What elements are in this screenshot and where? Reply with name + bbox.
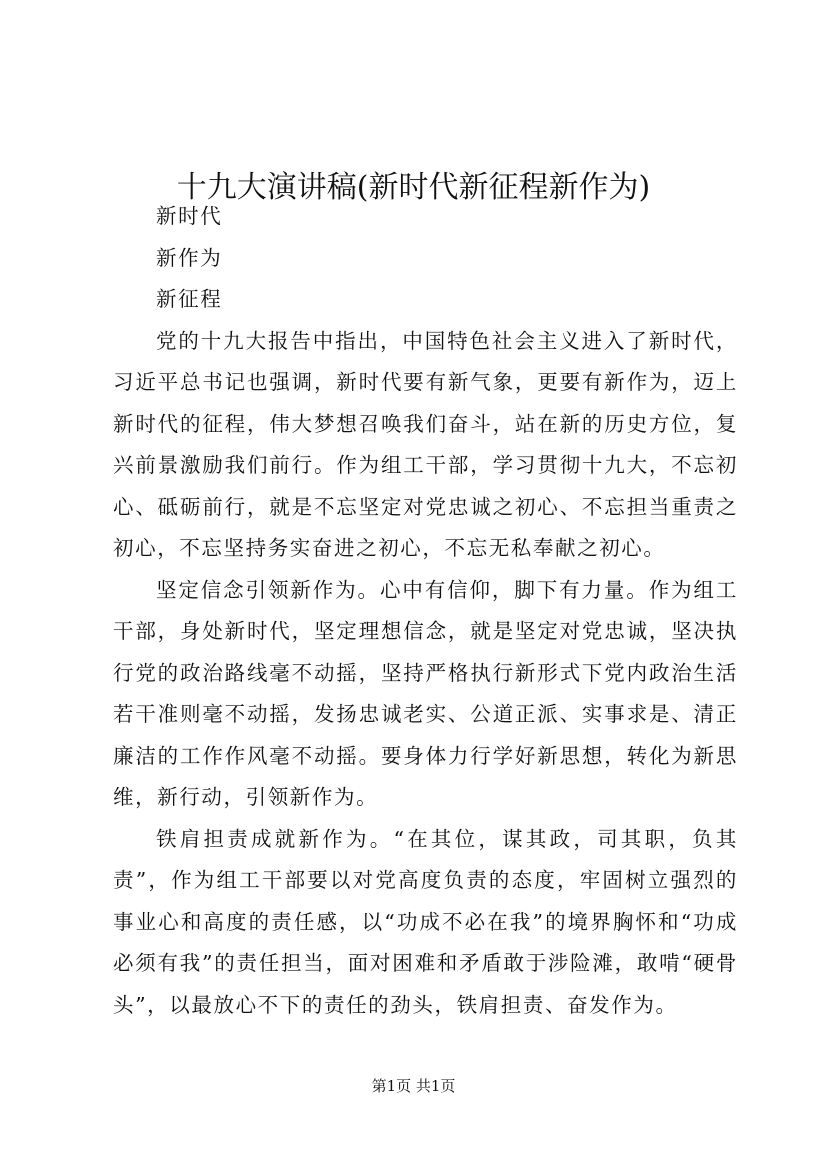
short-line-new-journey: 新征程 <box>156 287 223 311</box>
paragraph-intro: 党的十九大报告中指出，中国特色社会主义进入了新时代，习近平总书记也强调，新时代要有新气象，更要有新作为，迈上新时代的征程，伟大梦想召唤我们奋斗，站在新的历史方位，复兴前景激励我们前行。作为组工干部，学习贯彻十九大，不忘初心、砥砺前行，就是不忘坚定对党忠诚之初心、不忘担当重责之初心，不忘坚持务实奋进之初心，不忘无私奉献之初心。 <box>113 328 738 560</box>
short-line-new-action: 新作为 <box>156 245 223 270</box>
paragraph-responsibility: 铁肩担责成就新作为。“在其位，谋其政，司其职，负其责”，作为组工干部要以对党高度负责的态度，牢固树立强烈的事业心和高度的责任感，以“功成不必在我”的境界胸怀和“功成必须有我”的责任担当，面对困难和矛盾敢于涉险滩，敢啃“硬骨头”，以最放心不下的责任的劲头，铁肩担责、奋发作为。 <box>113 826 738 1017</box>
paragraph-firm-belief: 坚定信念引领新作为。心中有信仰，脚下有力量。作为组工干部，身处新时代，坚定理想信念，就是坚定对党忠诚，坚决执行党的政治路线毫不动摇，坚持严格执行新形式下党内政治生活若干准则毫不动摇，发扬忠诚老实、公道正派、实事求是、清正廉洁的工作作风毫不动摇。要身体力行学好新思想，转化为新思维，新行动，引领新作为。 <box>113 577 738 809</box>
short-line-new-era: 新时代 <box>156 204 223 228</box>
document-body <box>113 196 738 1026</box>
document-title: 十九大演讲稿(新时代新征程新作为) <box>176 170 651 206</box>
page-footer: 第1页 共1页 <box>371 1077 456 1095</box>
